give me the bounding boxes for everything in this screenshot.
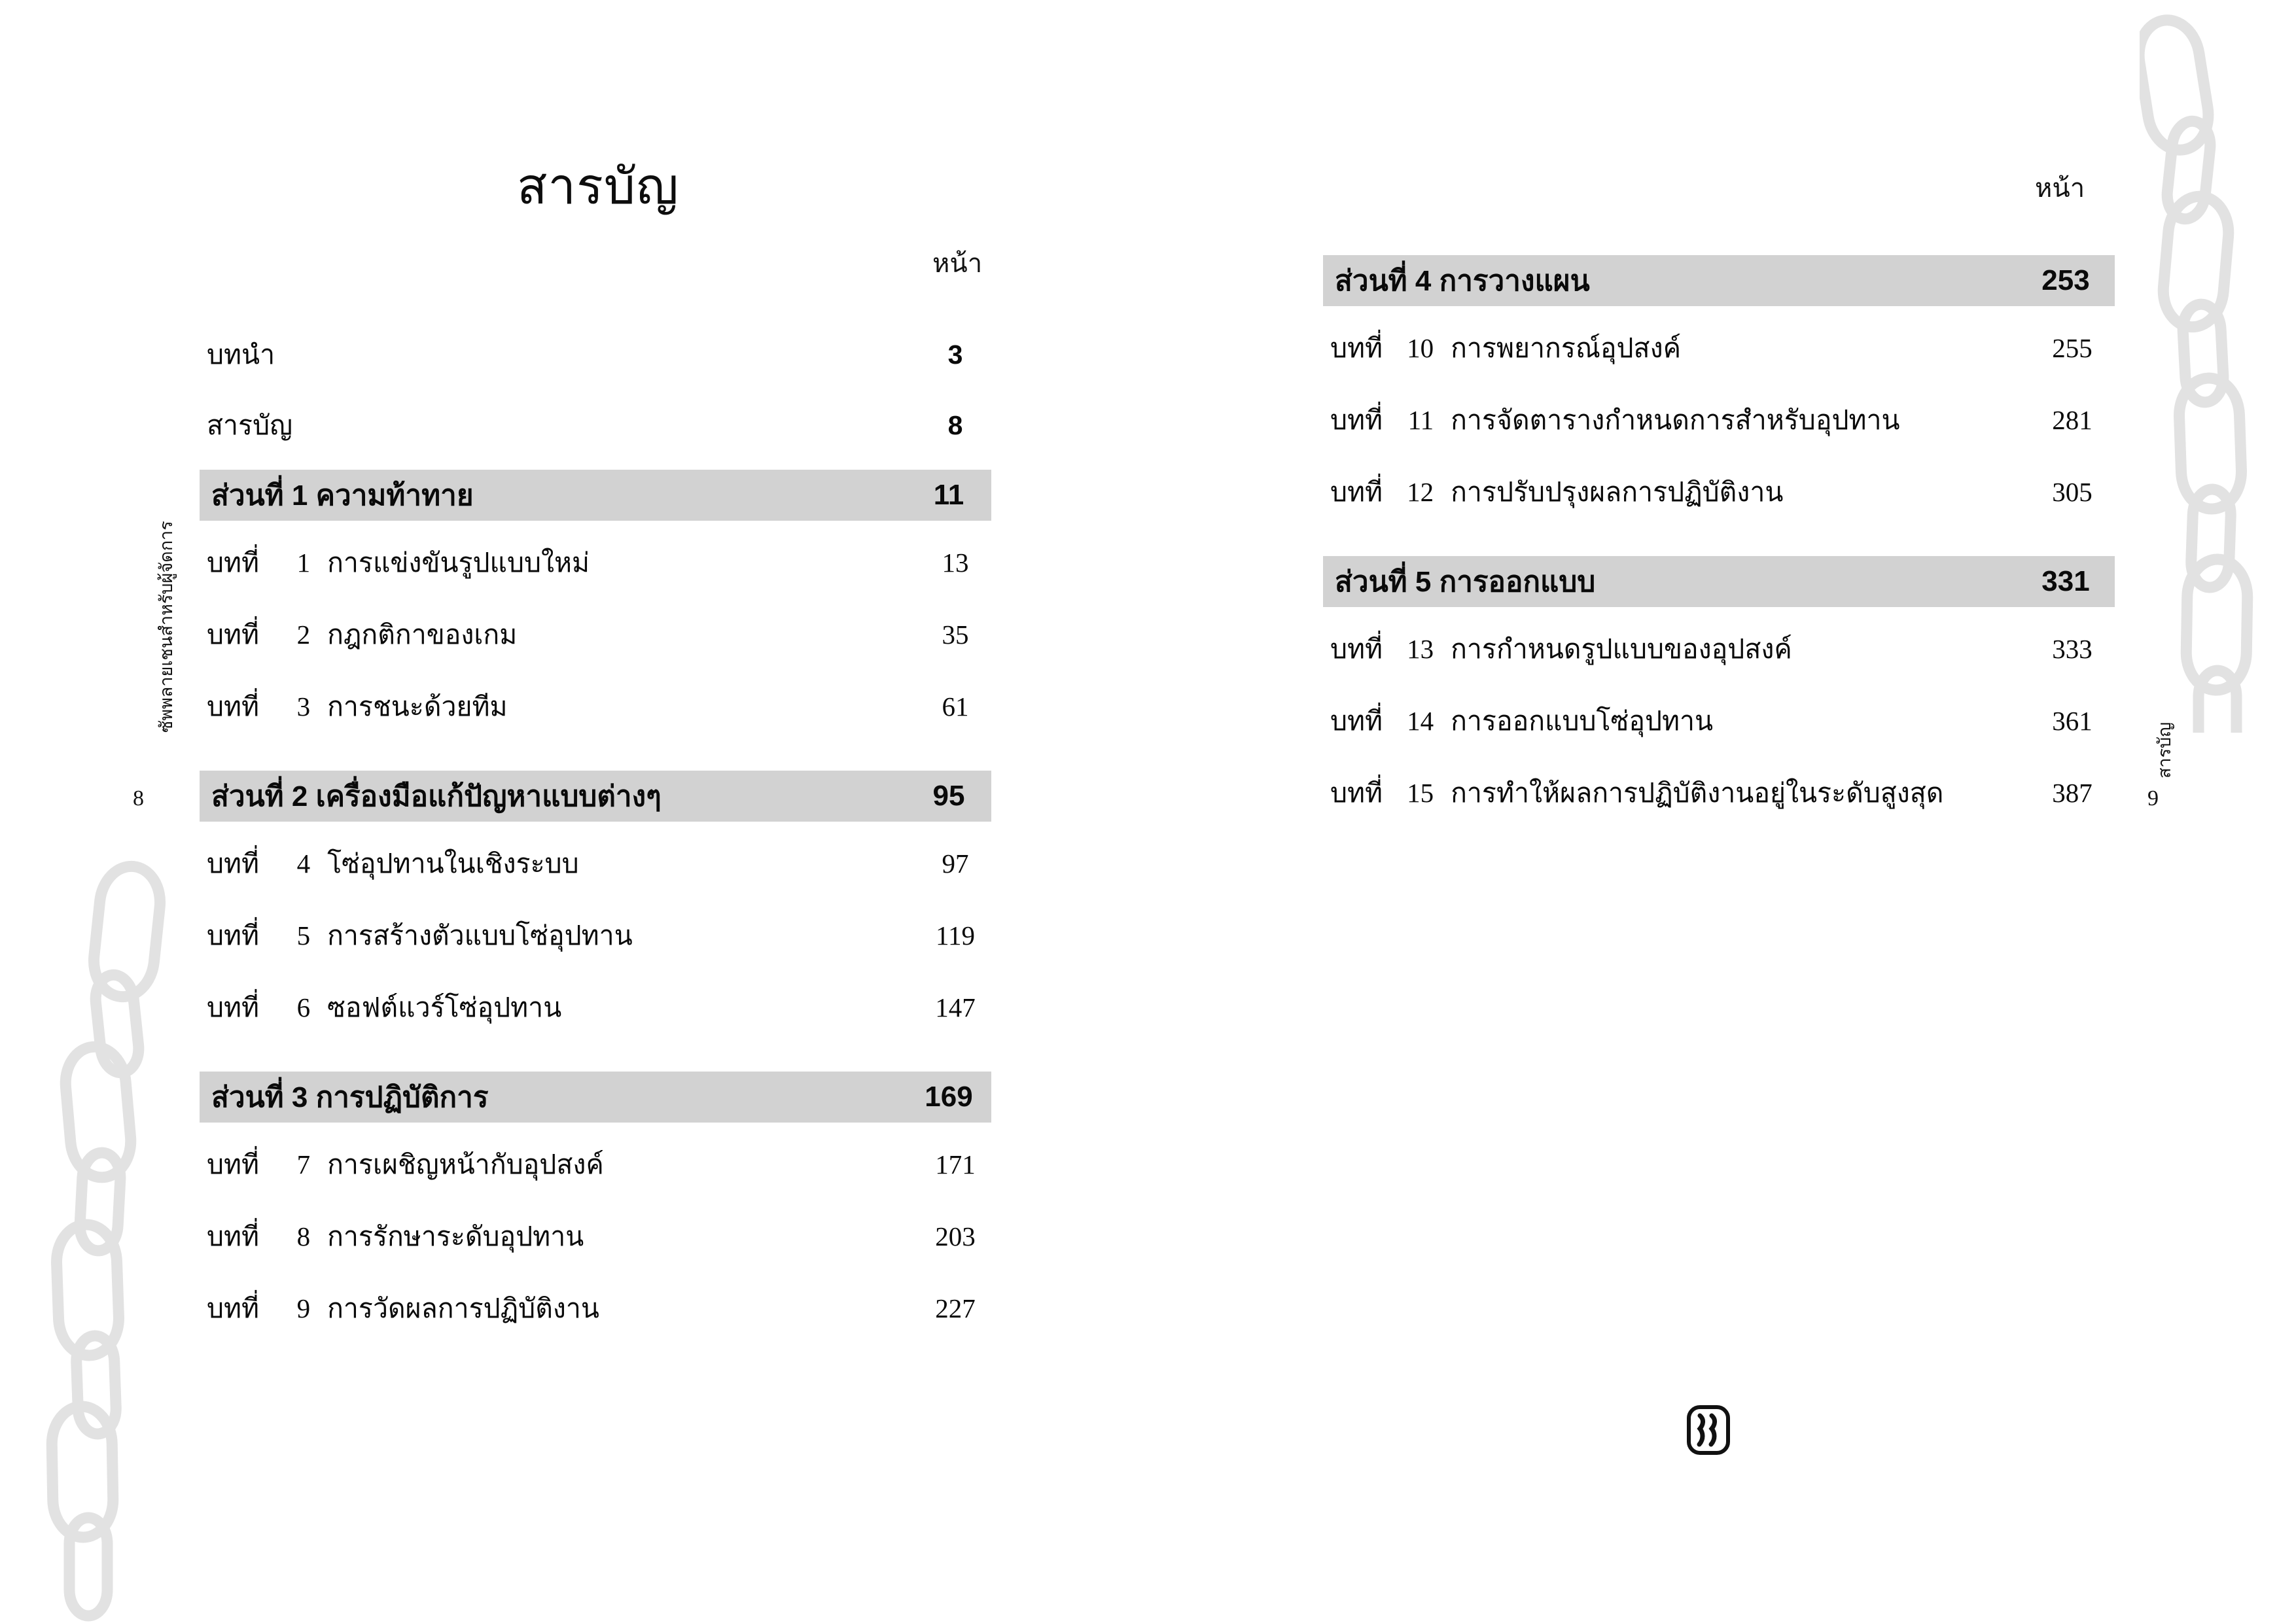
toc-chapter-number: 11	[1407, 405, 1434, 435]
toc-chapter-row[interactable]	[200, 1287, 991, 1329]
toc-entry-page: 3	[947, 339, 963, 370]
toc-chapter-title: กฎกติกาของเกม	[327, 619, 518, 650]
toc-part-label: ส่วนที่ 2 เครื่องมือแก้ปัญหาแบบต่างๆ	[211, 780, 662, 812]
toc-chapter-word: บทที่	[1330, 404, 1383, 435]
toc-chapter-title: การทำให้ผลการปฏิบัติงานอยู่ในระดับสูงสุด	[1451, 777, 1944, 808]
toc-chapter-word: บทที่	[207, 1221, 260, 1251]
toc-part-page: 95	[932, 780, 965, 812]
toc-part-heading-2[interactable]	[200, 771, 991, 822]
toc-part-label: ส่วนที่ 3 การปฏิบัติการ	[211, 1081, 489, 1113]
toc-chapter-word: บทที่	[207, 992, 260, 1022]
toc-chapter-page: 281	[2052, 405, 2093, 435]
toc-chapter-word: บทที่	[207, 547, 260, 578]
toc-chapter-page: 61	[942, 691, 969, 722]
toc-chapter-word: บทที่	[1330, 705, 1383, 736]
toc-part-page: 253	[2041, 264, 2090, 296]
toc-part-page: 169	[925, 1081, 973, 1113]
toc-chapter-word: บทที่	[207, 920, 260, 951]
toc-chapter-page: 35	[942, 620, 969, 650]
toc-part-heading-5[interactable]	[1323, 556, 2115, 607]
toc-chapter-number: 12	[1407, 477, 1434, 507]
toc-chapter-title: การเผชิญหน้ากับอุปสงค์	[327, 1149, 604, 1179]
toc-chapter-number: 7	[296, 1149, 311, 1179]
toc-chapter-page: 361	[2052, 706, 2093, 736]
toc-chapter-number: 13	[1407, 634, 1434, 664]
toc-chapter-row[interactable]	[1323, 471, 2115, 513]
toc-chapter-page: 97	[942, 848, 969, 879]
page-column-header-left: หน้า	[932, 249, 983, 278]
toc-chapter-page: 171	[935, 1149, 976, 1179]
toc-part-page: 331	[2041, 565, 2090, 597]
toc-chapter-number: 15	[1407, 778, 1434, 808]
toc-entry-contents[interactable]	[200, 404, 991, 446]
publisher-logo-icon	[1687, 1405, 1730, 1455]
toc-chapter-row[interactable]	[200, 843, 991, 884]
toc-chapter-row[interactable]	[200, 614, 991, 655]
toc-chapter-number: 1	[296, 548, 311, 578]
toc-chapter-title: การชนะด้วยทีม	[327, 691, 508, 722]
toc-chapter-title: การพยากรณ์อุปสงค์	[1451, 332, 1682, 363]
toc-chapter-title: การจัดตารางกำหนดการสำหรับอุปทาน	[1451, 404, 1900, 435]
toc-chapter-number: 10	[1407, 333, 1434, 363]
toc-chapter-row[interactable]	[200, 1143, 991, 1185]
toc-chapter-page: 227	[935, 1293, 976, 1323]
folio-right: 9	[2147, 786, 2159, 811]
toc-chapter-row[interactable]	[1323, 772, 2115, 814]
toc-part-heading-3[interactable]	[200, 1072, 991, 1123]
toc-chapter-title: การสร้างตัวแบบโซ่อุปทาน	[327, 920, 633, 951]
toc-chapter-row[interactable]	[1323, 628, 2115, 670]
toc-chapter-page: 147	[935, 992, 976, 1022]
toc-chapter-number: 4	[296, 848, 311, 879]
toc-chapter-row[interactable]	[1323, 700, 2115, 742]
running-head-left: ซัพพลายเชนสำหรับผู้จัดการ	[156, 521, 176, 733]
toc-chapter-title: การรักษาระดับอุปทาน	[327, 1221, 584, 1251]
toc-chapter-title: การปรับปรุงผลการปฏิบัติงาน	[1451, 476, 1784, 507]
toc-part-heading-1[interactable]	[200, 470, 991, 521]
toc-chapter-row[interactable]	[200, 1215, 991, 1257]
toc-chapter-row[interactable]	[200, 986, 991, 1028]
toc-chapter-number: 6	[296, 992, 311, 1022]
toc-part-label: ส่วนที่ 4 การวางแผน	[1335, 265, 1590, 297]
toc-chapter-word: บทที่	[207, 1149, 260, 1179]
toc-chapter-page: 333	[2052, 634, 2093, 664]
toc-chapter-word: บทที่	[207, 619, 260, 650]
toc-chapter-row[interactable]	[1323, 327, 2115, 369]
toc-chapter-number: 3	[296, 691, 311, 722]
toc-chapter-word: บทที่	[207, 691, 260, 722]
toc-chapter-word: บทที่	[1330, 777, 1383, 808]
toc-chapter-row[interactable]	[1323, 399, 2115, 441]
toc-part-label: ส่วนที่ 1 ความท้าทาย	[211, 480, 474, 512]
toc-chapter-title: การกำหนดรูปแบบของอุปสงค์	[1451, 633, 1792, 664]
toc-chapter-page: 305	[2052, 477, 2093, 507]
toc-chapter-row[interactable]	[200, 915, 991, 956]
toc-part-label: ส่วนที่ 5 การออกแบบ	[1335, 566, 1596, 598]
page-title: สารบัญ	[517, 159, 679, 215]
toc-chapter-page: 203	[935, 1221, 976, 1251]
toc-entry-label: บทนำ	[207, 339, 275, 370]
toc-entry-label: สารบัญ	[207, 410, 293, 440]
toc-chapter-title: การแข่งขันรูปแบบใหม่	[327, 547, 590, 578]
toc-entry-intro[interactable]	[200, 334, 991, 375]
toc-chapter-word: บทที่	[1330, 332, 1383, 363]
running-head-right: สารบัญ	[2155, 722, 2174, 778]
folio-left: 8	[133, 786, 144, 811]
toc-chapter-word: บทที่	[1330, 633, 1383, 664]
toc-chapter-word: บทที่	[207, 1293, 260, 1323]
toc-chapter-number: 2	[296, 620, 311, 650]
toc-chapter-page: 13	[942, 548, 969, 578]
toc-chapter-title: ซอฟต์แวร์โซ่อุปทาน	[327, 992, 562, 1022]
toc-chapter-page: 387	[2052, 778, 2093, 808]
toc-chapter-number: 14	[1407, 706, 1434, 736]
toc-entry-page: 8	[947, 410, 963, 440]
toc-part-page: 11	[933, 479, 964, 511]
toc-chapter-title: การออกแบบโซ่อุปทาน	[1451, 705, 1714, 736]
toc-chapter-page: 119	[936, 920, 975, 951]
page-column-header-right: หน้า	[2035, 174, 2085, 203]
toc-chapter-title: โซ่อุปทานในเชิงระบบ	[327, 848, 579, 879]
toc-part-heading-4[interactable]	[1323, 255, 2115, 306]
toc-chapter-word: บทที่	[207, 848, 260, 879]
toc-chapter-number: 9	[296, 1293, 311, 1323]
chain-decoration-top-right	[2140, 0, 2296, 733]
toc-chapter-row[interactable]	[200, 542, 991, 584]
toc-chapter-word: บทที่	[1330, 476, 1383, 507]
toc-chapter-number: 5	[296, 920, 311, 951]
toc-chapter-number: 8	[296, 1221, 311, 1251]
toc-chapter-title: การวัดผลการปฏิบัติงาน	[327, 1293, 599, 1323]
toc-chapter-row[interactable]	[200, 686, 991, 727]
toc-chapter-page: 255	[2052, 333, 2093, 363]
